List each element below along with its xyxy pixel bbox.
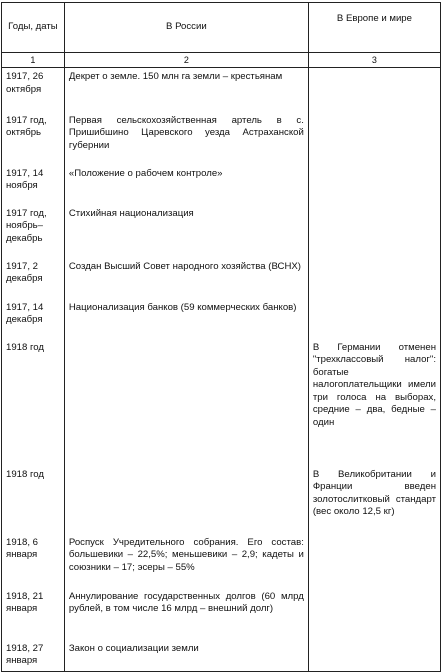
header-russia: В России [64, 3, 308, 53]
date-cell: 1917 год, октябрь [2, 112, 65, 165]
table-row [2, 534, 441, 588]
date-cell: 1918, 21 января [2, 588, 65, 640]
russia-cell [64, 466, 308, 534]
world-cell [308, 534, 440, 588]
column-number: 2 [64, 53, 308, 68]
world-cell [308, 68, 440, 112]
russia-cell: Стихийная национализация [64, 205, 308, 258]
russia-cell: Национализация банков (59 коммерческих банков) [64, 299, 308, 339]
date-cell: 1917, 14 ноября [2, 165, 65, 205]
world-cell [308, 112, 440, 165]
date-cell: 1917 год, ноябрь–декабрь [2, 205, 65, 258]
column-number-row [2, 53, 441, 68]
date-cell: 1917, 14 декабря [2, 299, 65, 339]
russia-cell: Создан Высший Совет народного хозяйства (ВСНХ) [64, 258, 308, 299]
russia-cell: Декрет о земле. 150 млн га земли – крестьянам [64, 68, 308, 112]
chronology-table [1, 2, 441, 672]
world-cell [308, 299, 440, 339]
russia-cell: «Положение о рабочем контроле» [64, 165, 308, 205]
date-cell: 1917, 26 октября [2, 68, 65, 112]
world-cell [308, 205, 440, 258]
header-date: Годы, даты [2, 3, 65, 53]
table-row [2, 299, 441, 339]
table-row [2, 205, 441, 258]
header-world: В Европе и мире [308, 3, 440, 53]
russia-cell: Аннулирование государственных долгов (60 млрд рублей, в том числе 16 млрд – внешний долг) [64, 588, 308, 640]
world-cell [308, 588, 440, 640]
world-cell [308, 258, 440, 299]
table-row [2, 339, 441, 466]
table-row [2, 112, 441, 165]
russia-cell: Первая сельскохозяйственная артель в с. Пришибшино Царевского уезда Астраханской губернии [64, 112, 308, 165]
table-row [2, 165, 441, 205]
russia-cell: Роспуск Учредительного собрания. Его состав: большевики – 22,5%; меньшевики – 2,9; кадеты и союзники – 17; эсеры – 55% [64, 534, 308, 588]
table-row [2, 588, 441, 640]
column-number: 3 [308, 53, 440, 68]
header-row [2, 3, 441, 53]
date-cell: 1918 год [2, 466, 65, 534]
world-cell [308, 165, 440, 205]
table-row [2, 258, 441, 299]
russia-cell: Закон о социализации земли [64, 640, 308, 672]
world-cell: В Германии отменен "трехклассовый налог": богатые налогоплательщики имели три голоса на выборах, средние – два, бедные – один [308, 339, 440, 466]
table-row [2, 68, 441, 112]
table-row [2, 640, 441, 672]
world-cell: В Великобритании и Франции введен золотослитковый стандарт (вес около 12,5 кг) [308, 466, 440, 534]
date-cell: 1918, 6 января [2, 534, 65, 588]
date-cell: 1918 год [2, 339, 65, 466]
world-cell [308, 640, 440, 672]
date-cell: 1918, 27 января [2, 640, 65, 672]
column-number: 1 [2, 53, 65, 68]
table-row [2, 466, 441, 534]
russia-cell [64, 339, 308, 466]
date-cell: 1917, 2 декабря [2, 258, 65, 299]
